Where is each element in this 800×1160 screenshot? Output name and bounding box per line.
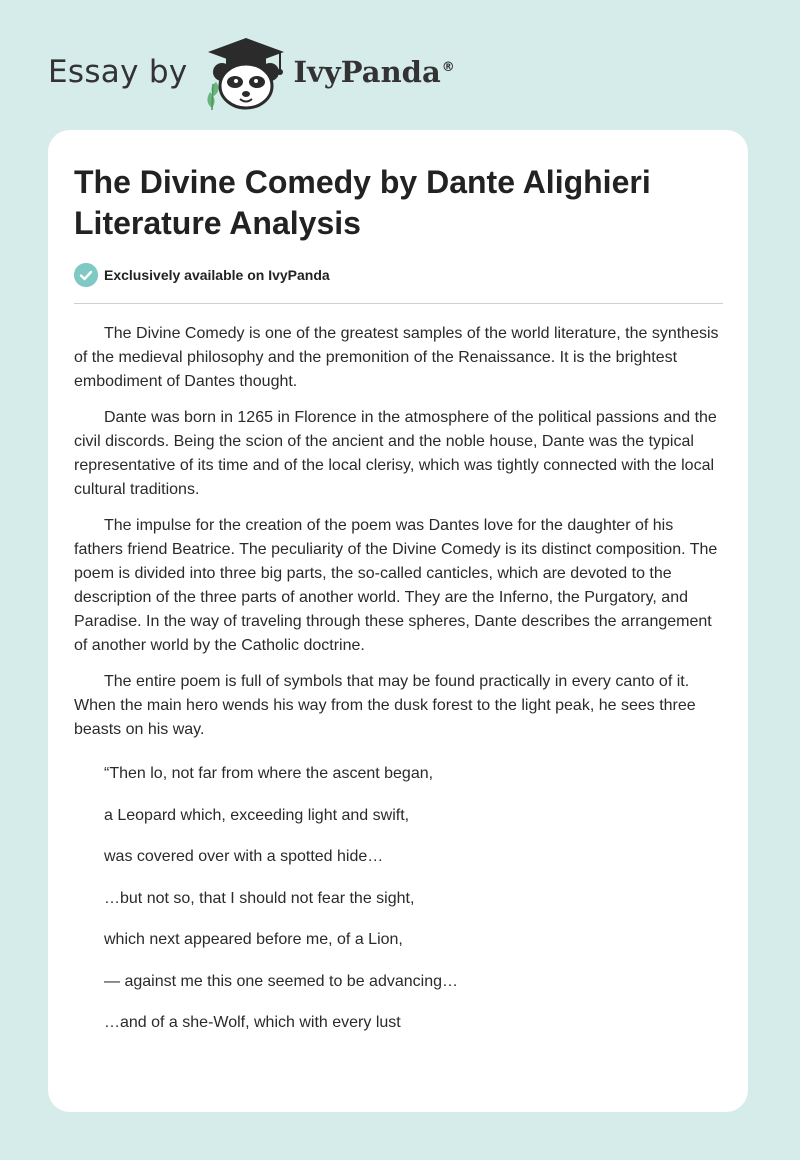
essay-by-label: Essay by bbox=[48, 54, 188, 90]
essay-title-line-2: Literature Analysis bbox=[74, 205, 361, 241]
exclusive-badge bbox=[74, 263, 330, 287]
divider bbox=[74, 303, 723, 304]
site-header bbox=[48, 32, 455, 112]
quote-line: — against me this one seemed to be advancing… bbox=[104, 972, 458, 990]
paragraph: Dante was born in 1265 in Florence in the atmosphere of the political passions and the civil discords. Being the scion of the ancient and the noble house, Dante was the typical representative of its time and of the local clerisy, which was tightly connected with the local cultural traditions. bbox=[74, 409, 717, 498]
quote-line: …and of a she-Wolf, which with every lust bbox=[104, 1014, 401, 1031]
panda-graduation-cap-logo-icon[interactable] bbox=[200, 32, 292, 112]
quote-line: …but not so, that I should not fear the sight, bbox=[104, 889, 415, 907]
paragraph: The impulse for the creation of the poem was Dantes love for the daughter of his fathers friend Beatrice. The peculiarity of the Divine Comedy is its distinct composition. The poem is divided into three big parts, the so-called canticles, which are devoted to the description of the three parts of another world. They are the Inferno, the Purgatory, and Paradise. In the way of traveling through these spheres, Dante describes the arrangement of another world by the Catholic doctrine. bbox=[74, 517, 718, 654]
essay-title bbox=[74, 162, 714, 244]
essay-body bbox=[74, 322, 726, 1053]
brand-name-text: IvyPanda bbox=[293, 55, 441, 89]
registered-mark: ® bbox=[441, 60, 455, 76]
essay-card bbox=[48, 130, 748, 1112]
exclusive-badge-label: Exclusively available on IvyPanda bbox=[104, 267, 330, 283]
paragraph: The Divine Comedy is one of the greatest samples of the world literature, the synthesis of the medieval philosophy and the premonition of the Renaissance. It is the brightest embodiment of Dantes thought. bbox=[74, 325, 719, 390]
quote-line: a Leopard which, exceeding light and swift, bbox=[104, 806, 410, 824]
quote-line: was covered over with a spotted hide… bbox=[104, 848, 384, 865]
brand-name[interactable] bbox=[294, 55, 455, 89]
quote-line: which next appeared before me, of a Lion, bbox=[104, 931, 403, 948]
check-circle-icon bbox=[74, 263, 98, 287]
essay-title-line-1: The Divine Comedy by Dante Alighieri bbox=[74, 164, 651, 200]
paragraph: The entire poem is full of symbols that may be found practically in every canto of it. When the main hero wends his way from the dusk forest to the light peak, he sees three beasts on his way. bbox=[74, 673, 696, 738]
quote-line: “Then lo, not far from where the ascent began, bbox=[104, 765, 434, 782]
